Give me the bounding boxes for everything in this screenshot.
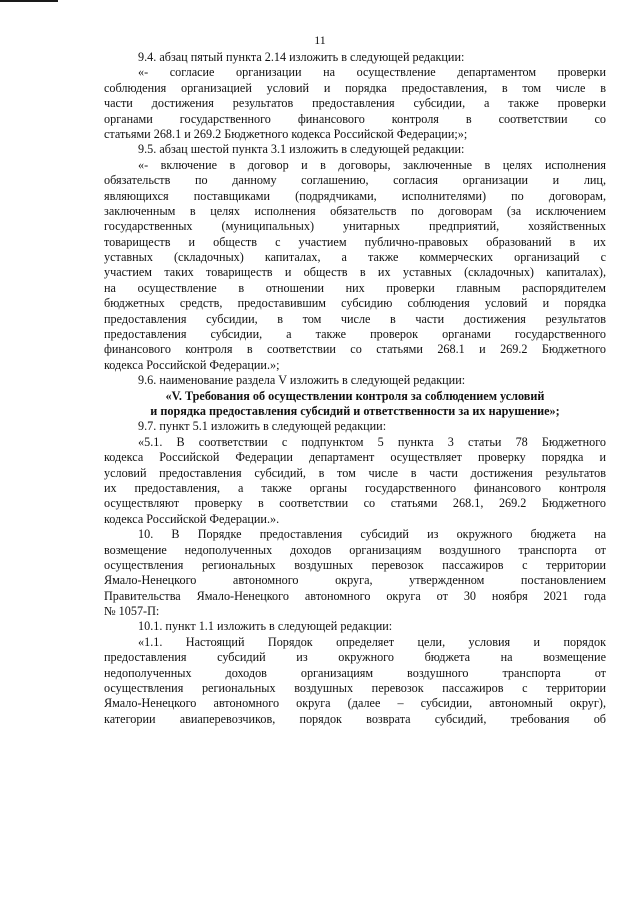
text-line: Правительства Ямало-Ненецкого автономного округа от 30 ноября 2021 года <box>104 588 606 603</box>
text-line: части достижения результатов предоставления субсидии, а также проверки <box>104 96 606 111</box>
text-line: предоставления субсидии, а также проверок органами государственного <box>104 327 606 342</box>
text-line: уставных (складочных) капиталах, а также коммерческих организаций с <box>104 250 606 265</box>
document-body <box>104 50 606 727</box>
text-line: 9.5. абзац шестой пункта 3.1 изложить в следующей редакции: <box>138 142 465 157</box>
text-line: обязательств по данному соглашению, согласия организации и лиц, <box>104 173 606 188</box>
text-line: категории авиаперевозчиков, порядок возврата субсидий, требования об <box>104 711 606 726</box>
text-line: на осуществление в отношении них проверки главным распорядителем <box>104 280 606 295</box>
text-line: «V. Требования об осуществлении контроля за соблюдением условий <box>165 388 545 403</box>
text-line: 9.4. абзац пятый пункта 2.14 изложить в следующей редакции: <box>138 50 465 64</box>
text-line: «- согласие организации на осуществление департаментом проверки <box>138 65 606 80</box>
text-line: осуществления региональных воздушных перевозок пассажиров с территории <box>104 681 606 696</box>
text-line: «- включение в договор и в договоры, заключенные в целях исполнения <box>138 157 606 172</box>
scan-edge-mark <box>0 0 58 2</box>
text-line: участием таких товариществ и обществ в их уставных (складочных) капиталах), <box>104 265 606 280</box>
text-line: кодекса Российской Федерации.». <box>104 511 280 526</box>
page-number: 11 <box>314 33 326 47</box>
text-line: 9.7. пункт 5.1 изложить в следующей редакции: <box>138 419 387 434</box>
text-line: «5.1. В соответствии с подпунктом 5 пункта 3 статьи 78 Бюджетного <box>138 434 606 449</box>
text-line: и порядка предоставления субсидий и ответственности за их нарушение»; <box>150 403 560 418</box>
text-line: «1.1. Настоящий Порядок определяет цели, условия и порядок <box>138 634 606 649</box>
text-line: бюджетных средств, предоставившим субсидию соблюдения условий и порядка <box>104 296 606 311</box>
text-line: осуществления региональных воздушных перевозок пассажиров с территории <box>104 557 606 572</box>
text-line: 10.1. пункт 1.1 изложить в следующей редакции: <box>138 619 393 634</box>
text-line: Ямало-Ненецкого автономного округа (далее – субсидии, автономный округ), <box>104 696 606 711</box>
text-line: заключенным в целях исполнения обязательств по договорам (за исключением <box>104 203 606 218</box>
text-line: кодекса Российской Федерации департамент осуществляет проверку порядка и <box>104 450 606 465</box>
text-line: соблюдения организацией условий и порядка предоставления, в том числе в <box>104 80 606 95</box>
text-line: предоставления субсидий из окружного бюджета на возмещение <box>104 650 606 665</box>
text-line: государственных (муниципальных) унитарных предприятий, хозяйственных <box>104 219 606 234</box>
text-line: возмещение недополученных доходов организациям воздушного транспорта от <box>104 542 606 557</box>
text-line: осуществляют проверку в соответствии со статьями 268.1, 269.2 Бюджетного <box>104 496 606 511</box>
text-line: условий предоставления субсидий, в том числе в части достижения результатов <box>104 465 606 480</box>
text-line: статьями 268.1 и 269.2 Бюджетного кодекса Российской Федерации;»; <box>104 126 468 141</box>
text-line: финансового контроля в соответствии со статьями 268.1 и 269.2 Бюджетного <box>104 342 606 357</box>
text-line: являющихся поставщиками (подрядчиками, исполнителями) по договорам, <box>104 188 606 203</box>
text-line: Ямало-Ненецкого автономного округа, утвержденном постановлением <box>104 573 606 588</box>
text-line: 9.6. наименование раздела V изложить в следующей редакции: <box>138 373 466 388</box>
text-line: недополученных доходов организациям воздушного транспорта от <box>104 665 606 680</box>
text-line: органами государственного финансового контроля в соответствии со <box>104 111 606 126</box>
text-line: кодекса Российской Федерации.»; <box>104 357 280 372</box>
text-line: 10. В Порядке предоставления субсидий из окружного бюджета на <box>138 527 606 542</box>
text-line: товариществ и обществ с участием публично-правовых образований в их <box>104 234 606 249</box>
text-line: № 1057-П: <box>104 604 160 619</box>
text-line: их предоставления, а также органы государственного финансового контроля <box>104 480 606 495</box>
text-line: предоставления субсидии, в том числе в части достижения результатов <box>104 311 606 326</box>
